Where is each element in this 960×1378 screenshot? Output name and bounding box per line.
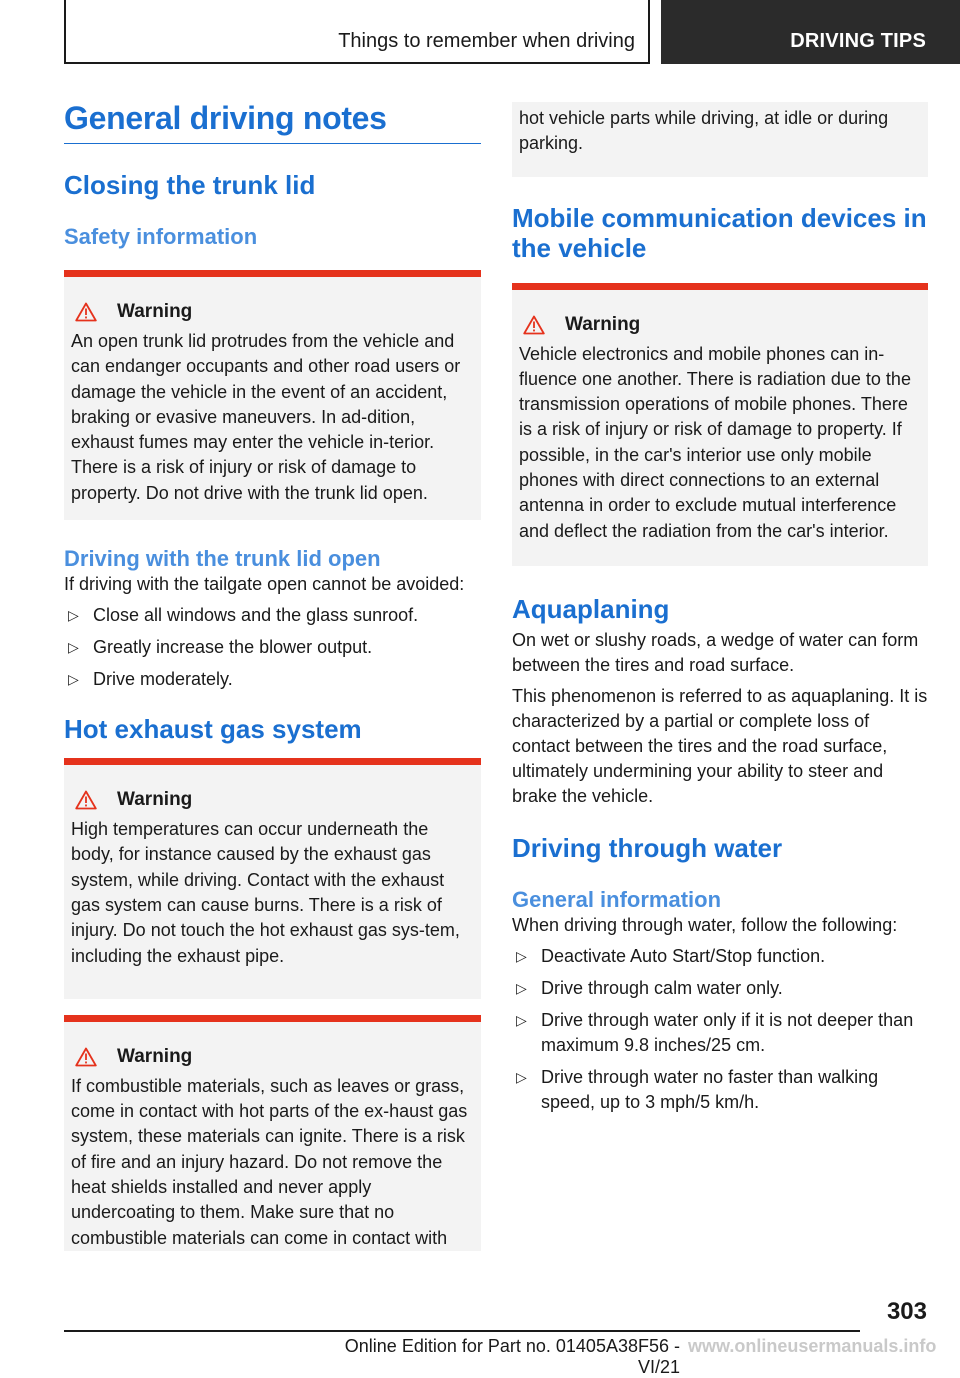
list-item: ▷ Close all windows and the glass sunroof. xyxy=(64,603,481,628)
warning-box-trunk xyxy=(64,270,481,520)
list-item: ▷ Drive through calm water only. xyxy=(512,976,928,1001)
heading-safety-information: Safety information xyxy=(64,224,258,249)
warning-box-mobile xyxy=(512,283,928,566)
warning-header xyxy=(71,789,474,811)
warning-triangle-icon xyxy=(71,789,109,811)
driving-open-intro: If driving with the tailgate open cannot be avoided: xyxy=(64,574,465,595)
page-number: 303 xyxy=(886,1298,927,1325)
list-item: ▷ Drive moderately. xyxy=(64,667,481,692)
warning-box-exhaust-1 xyxy=(64,758,481,999)
edition-line: Online Edition for Part no. 01405A38F56 - VI/21 xyxy=(344,1336,680,1377)
footer-rule xyxy=(64,1330,860,1332)
warning-text: If combustible materials, such as leaves or grass, come in contact with hot parts of the ex-haust gas system, these materials can ignite. There is a risk of fire and an injury hazard. Do not remove the heat shields installed and never apply undercoating to them. Make sure that no combustible materials can come in contact with xyxy=(71,1075,468,1248)
header-rule-divider xyxy=(648,0,650,64)
right-column xyxy=(512,100,928,1122)
warning-continued-box xyxy=(512,102,928,177)
heading-aquaplaning: Aquaplaning xyxy=(512,593,670,624)
header-section-title: Things to remember when driving xyxy=(338,30,635,52)
triangle-bullet-icon: ▷ xyxy=(516,979,527,996)
triangle-bullet-icon: ▷ xyxy=(68,671,79,688)
warning-triangle-icon xyxy=(519,314,557,336)
triangle-bullet-icon: ▷ xyxy=(68,639,79,656)
warning-label: Warning xyxy=(565,313,641,335)
warning-triangle-icon xyxy=(71,1046,109,1068)
warning-text: High temperatures can occur underneath the body, for instance caused by the exhaust gas system, while driving. Contact with the exhaust gas system can cause burns. There is a risk of injury. Do not touch the hot exhaust gas sys-tem, including the exhaust pipe. xyxy=(71,819,460,966)
warning-header xyxy=(71,301,474,323)
driving-open-list xyxy=(64,603,481,692)
warning-box-exhaust-2 xyxy=(64,1015,481,1251)
list-item: ▷ Drive through water only if it is not deeper than maximum 9.8 inches/25 cm. xyxy=(516,1009,914,1055)
warning-label: Warning xyxy=(117,789,193,811)
triangle-bullet-icon: ▷ xyxy=(516,947,527,964)
list-item: ▷ Greatly increase the blower output. xyxy=(64,635,481,660)
aquaplaning-paragraph-2: This phenomenon is referred to as aquaplaning. It is characterized by a partial or complete loss of contact between the tires and the road surface, ultimately undermining your ability to steer and brake the vehicle. xyxy=(512,685,928,806)
triangle-bullet-icon: ▷ xyxy=(516,1011,527,1028)
header-rule-left xyxy=(64,0,66,64)
watermark: www.onlineusermanuals.info xyxy=(688,1336,937,1356)
heading-driving-through-water: Driving through water xyxy=(512,832,783,863)
warning-continued-text: hot vehicle parts while driving, at idle or during parking. xyxy=(519,108,889,154)
heading-general-information: General information xyxy=(512,886,722,912)
chapter-tab xyxy=(661,0,960,64)
list-item: ▷ Deactivate Auto Start/Stop function. xyxy=(512,944,928,969)
page-heading: General driving notes xyxy=(64,100,481,144)
warning-label: Warning xyxy=(117,301,193,322)
header-rule-bottom xyxy=(64,62,650,64)
warning-text: Vehicle electronics and mobile phones can in-fluence one another. There is radiation due to the transmission operations of mobile phones. There is a risk of injury or risk of damage to property. If possible, in the car's interior use only mobile phones with direct connections to an external antenna in order to exclude mutual interference and deflect the radiation from the car's interior. xyxy=(519,343,911,541)
left-column xyxy=(64,100,481,1251)
triangle-bullet-icon: ▷ xyxy=(68,607,79,624)
list-item: ▷ Drive through water no faster than walking speed, up to 3 mph/5 km/h. xyxy=(516,1066,879,1112)
warning-label: Warning xyxy=(117,1045,193,1067)
heading-hot-exhaust: Hot exhaust gas system xyxy=(64,714,362,745)
heading-mobile-devices: Mobile communication devices in the vehicle xyxy=(512,202,927,263)
water-intro: When driving through water, follow the following: xyxy=(512,914,898,935)
heading-driving-trunk-open: Driving with the trunk lid open xyxy=(64,546,381,572)
heading-closing-trunk: Closing the trunk lid xyxy=(64,170,316,200)
warning-triangle-icon xyxy=(71,301,109,323)
warning-header xyxy=(519,314,921,336)
water-list xyxy=(512,944,928,1115)
triangle-bullet-icon: ▷ xyxy=(516,1068,527,1085)
aquaplaning-paragraph-1: On wet or slushy roads, a wedge of water can form between the tires and road surface. xyxy=(512,629,919,675)
chapter-tab-label: DRIVING TIPS xyxy=(790,30,926,52)
warning-header xyxy=(71,1046,474,1068)
warning-text: An open trunk lid protrudes from the vehicle and can endanger occupants and other road users or damage the vehicle in the event of an accident, braking or evasive maneuvers. In ad-dition, exhaust fumes may enter the vehicle in-terior. There is a risk of injury or risk of damage to property. Do not drive with the trunk lid open. xyxy=(71,331,461,503)
